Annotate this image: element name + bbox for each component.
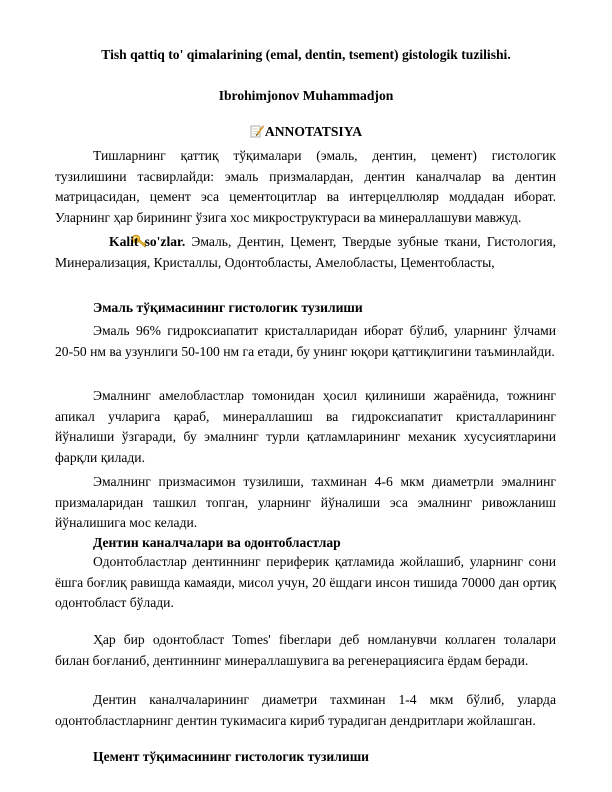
annotation-heading-label: ANNOTATSIYA [264, 124, 363, 139]
enamel-paragraph-3: Эмалнинг призмасимон тузилиши, тахминан 4-6 мкм диаметрли эмалнинг призмаларидан ташкил топган, уларнинг йўналиши эса эмалнинг ривожланиш йўналишига мос келади. [55, 474, 556, 530]
annotation-paragraph: Тишларнинг қаттиқ тўқималари (эмаль, дентин, цемент) гистологик тузилишини тасвирлайди: эмаль призмалардан, дентин каналчалар ва дентин матрицасидан, цемент эса цементоцитлар ва интерцеллюляр моддадан иборат. Уларнинг ҳар бирининг ўзига хос микроструктураси ва минераллашуви мавжуд. [55, 148, 556, 225]
annotation-heading [30, 124, 582, 140]
enamel-paragraph-1: Эмаль 96% гидроксиапатит кристалларидан иборат бўлиб, уларнинг ўлчами 20-50 нм ва узунлиги 50-100 нм га етади, бу унинг юқори қаттиқлигини таъминлайди. [55, 323, 556, 359]
memo-pencil-icon [250, 124, 264, 138]
author-name: Ibrohimjonov Muhammadjon [218, 88, 394, 103]
paper-title: Tish qattiq to' qimalarining (emal, dentin, tsement) gistologik tuzilishi. [101, 47, 511, 62]
section-heading-enamel: Эмаль тўқимасининг гистологик тузилиши [93, 300, 363, 315]
keywords-label: Kalit so'zlar. [109, 234, 186, 249]
dentin-paragraph-2: Ҳар бир одонтобласт Tomes' fiberлари деб номланувчи коллаген толалари билан боғланиб, дентиннинг минераллашувига ва регенерациясига ёрдам беради. [55, 632, 556, 668]
keywords-list: Эмаль, Дентин, Цемент, Твердые зубные ткани, Гистология, Минерализация, Кристаллы, Одонтобласты, Амелобласты, Цементобласты, [55, 234, 556, 270]
section-heading-dentin: Дентин каналчалари ва одонтобластлар [93, 535, 341, 550]
section-heading-cement: Цемент тўқимасининг гистологик тузилиши [93, 749, 370, 764]
enamel-paragraph-2: Эмалнинг амелобластлар томонидан ҳосил қилиниши жараёнида, тожнинг апикал учларига қараб, минераллашиш ва гидроксиапатит кристалларининг йўналиши ўзгаради, бу эмалнинг турли қатламларининг механик хусусиятларини фарқли қилади. [55, 388, 556, 465]
dentin-paragraph-1: Одонтобластлар дентиннинг периферик қатламида жойлашиб, уларнинг сони ёшга боғлиқ равишда камаяди, мисол учун, 20 ёшдаги инсон тишида 70000 дан ортиқ одонтобласт бўлади. [55, 554, 556, 610]
dentin-paragraph-3: Дентин каналчаларининг диаметри тахминан 1-4 мкм бўлиб, уларда одонтобластларнинг дентин тукимасига кириб турадиган дендритлари жойлашган. [55, 692, 556, 728]
keywords-paragraph [55, 232, 556, 273]
key-icon [93, 234, 109, 248]
